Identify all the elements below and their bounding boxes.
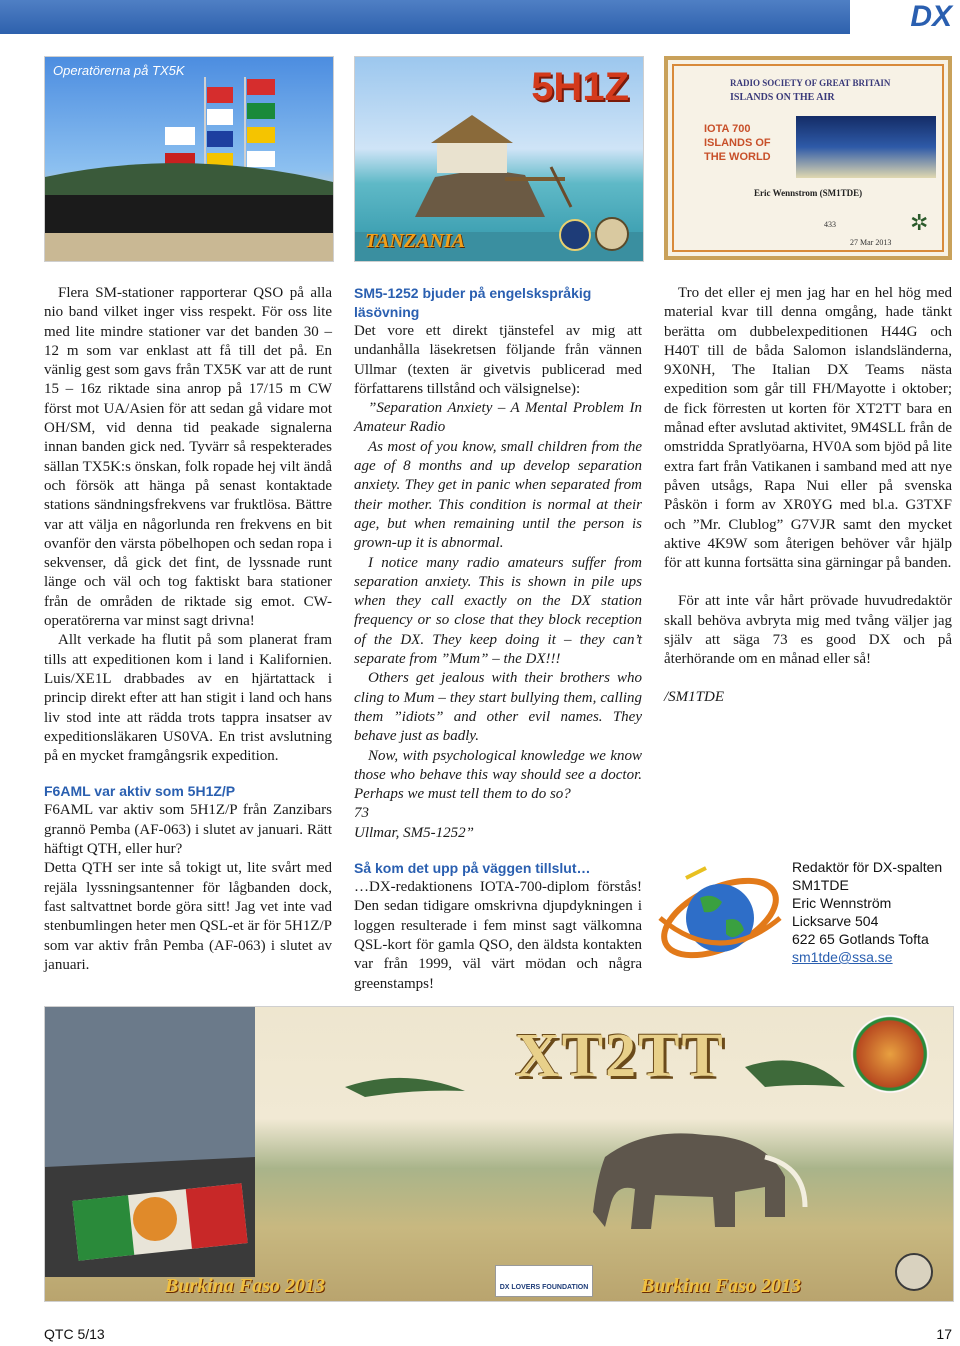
xt2tt-callsign: XT2TT [515, 1022, 725, 1090]
col2-quote-3: Others get jealous with their brothers who cling to Mum – they start bullying them, calling them ”idiots” and other evil names. They behave just as badly. [354, 670, 642, 745]
tx5k-scene-graphic [45, 57, 333, 261]
round-badge-icon [895, 1253, 933, 1291]
col3-paragraph-1: Tro det eller ej men jag har en hel hög med material kvar till denna omgång, hade tänkt berätta om dubbelexpeditionen H44G och H40T till de båda Salomon islandsländerna, 9X0NH, The Italian DX Teams nästa expedition som går till FH/Mayotte i oktober; de fick förresten ut korten för XT2TT bara en månad efter avslutad aktivitet, 9M4SLL från de omstridda Spratlyöarna, HV0A som bjöd på lite extra fart från Vatikanen i samband med att nye påven utsågs, Rapa Nui eller på svenska Påskön i form av XR0YG med bl.a. G3TXF och ”Mr. Clublog” G7VJR samt den mycket aktive 4K9W som återigen behöver vår hjälp för att kunna fortsätta sina gärningar på banden. [664, 285, 952, 572]
photo-5h1z-qsl [354, 56, 644, 262]
badge-logo-icon [595, 217, 629, 251]
iota-logo-icon [559, 219, 591, 251]
col3-signature: /SM1TDE [664, 688, 724, 705]
dxlf-logo-text: DX LOVERS FOUNDATION [499, 1284, 589, 1291]
editor-contact [792, 858, 942, 966]
col1-paragraph-1: Flera SM-stationer rapporterar QSO på alla nio band vilket inger viss respekt. För oss lite med lite mindre stationer var det banden 30 – 12 m som var enklast att få till det på. En vänlig gest som gavs från TX5K var att de runt 15 – 16z riktade sina anrop på 17/15 m CW först mot UA/Asien för att sedan gå vidare mot OH/SM, vid denna tid peakade signalerna innan banden gick ned. Tyvärr så respekterades sällan TX5K:s önskan, folk ropade hej vilt ändå och försök att hänga på senast kontaktade stations sändningsfrekvens var fruktlösa. Bättre var att välja en någorlunda ren frekvens en bit ovanför den värsta pöbelhopen och sedan ropa i sekvenser, då gick det fint, de lyssnade runt länge och väl och tog faktiskt bara stationer från de områden de riktade sig emot. CW-operatörerna var minst sagt drivna! [44, 285, 332, 630]
footer-page-number: 17 [936, 1326, 952, 1342]
col2-quote-title: ”Separation Anxiety – A Mental Problem In Amateur Radio [354, 400, 642, 436]
col1-paragraph-4: Detta QTH ser inte så tokigt ut, lite svårt med rejäla lyssningsantenner för lågbanden dock, fast saltvattnet borde göra sitt! Jag vet inte vad stenbumlingen heter men QSL-et är för 5H1Z/P som var aktiv från Pemba (AF-063) i slutet av januari. [44, 860, 332, 973]
header-strip [0, 0, 850, 34]
photo-xt2tt-qsl [44, 1006, 954, 1302]
xt2tt-banner-left: Burkina Faso 2013 [165, 1275, 326, 1297]
photo-tx5k-operators [44, 56, 334, 262]
col2-heading-wall: Så kom det upp på väggen tillslut… [354, 860, 591, 877]
col1-paragraph-2: Allt verkade ha flutit på som planerat fram tills att expeditionen kom i land i Kalifornien. Luis/XE1L drabbades av en hjärtattack i princip direkt efter att han stigit i land och hans liv stod inte att rädda trots tappra insatser av expeditionsläkaren US0VA. En trist avslutning på en mycket framgångsrik expedition. [44, 632, 332, 765]
editor-name: Eric Wennström [792, 895, 892, 911]
footer-issue: QTC 5/13 [44, 1326, 105, 1342]
editor-email-link[interactable]: sm1tde@ssa.se [792, 949, 893, 965]
photo-caption: Operatörerna på TX5K [53, 63, 185, 78]
col2-quote-4: Now, with psychological knowledge we know those who behave this way should see a doctor. Perhaps we must tell them to do so? [354, 747, 642, 803]
xt2tt-scene-graphic [45, 1007, 953, 1301]
cert-number: 433 [824, 220, 836, 229]
photo-iota-certificate [664, 56, 952, 260]
col2-quote-signature: Ullmar, SM5-1252” [354, 824, 475, 841]
editor-address-2: 622 65 Gotlands Tofta [792, 931, 929, 947]
cert-title-2: ISLANDS ON THE AIR [730, 92, 835, 103]
col1-paragraph-3: F6AML var aktiv som 5H1Z/P från Zanzibars grannö Pemba (AF-063) i slutet av januari. Rätt häftigt QTH, eller hur? [44, 802, 332, 858]
top-bar [0, 0, 960, 34]
column-2 [354, 284, 642, 994]
col2-quote-73: 73 [354, 805, 369, 822]
col1-heading-f6aml: F6AML var aktiv som 5H1Z/P [44, 783, 236, 800]
qsl-callsign: 5H1Z [531, 65, 629, 109]
col2-quote-1: As most of you know, small children from the age of 8 months and up develop separation anxiety. They get in panic when separated from their mother. This condition is normal at their age, but when remaining until the person is grown-up it is abnormal. [354, 438, 642, 552]
column-3 [664, 284, 952, 707]
cert-date: 27 Mar 2013 [850, 238, 892, 247]
cert-globe-image [796, 116, 936, 178]
italian-dx-team-logo-icon [851, 1015, 929, 1093]
editor-address-1: Licksarve 504 [792, 913, 879, 929]
cert-award: IOTA 700 ISLANDS OF THE WORLD [704, 123, 771, 163]
dx-globe-illustration [656, 858, 784, 978]
col2-paragraph-2: …DX-redaktionens IOTA-700-diplom förstås! Den sedan tidigare omskrivna djupdykningen i loggen resulterade i fem minst sagt välkomna QSL-kort för gamla QSO, den äldsta kontakten var från 1999, väl värt mödan och några greenstamps! [354, 879, 642, 992]
globe-icon [656, 858, 784, 978]
section-tag: DX [850, 0, 960, 34]
col2-heading-reading: SM5-1252 bjuder på engelskspråkig läsövning [354, 285, 592, 320]
col2-quote-2: I notice many radio amateurs suffer from separation anxiety. This is shown in pile ups when they call exactly on the DX station frequency or so close that they block reception of the DX. They keep doing it – they can’t separate from ”Mum” – the DX!!! [354, 554, 642, 668]
qsl-country: TANZANIA [365, 230, 466, 252]
dxlf-logo [495, 1265, 593, 1297]
col2-paragraph-1: Det vore ett direkt tjänstefel av mig att undanhålla läsekretsen följande från vännen Ullmar (texten är givetvis publicerad med författarens tillstånd och välsignelse): [354, 323, 642, 397]
editor-callsign: SM1TDE [792, 877, 849, 893]
editor-role: Redaktör för DX-spalten [792, 859, 943, 875]
cert-title-1: RADIO SOCIETY OF GREAT BRITAIN [730, 78, 891, 88]
palm-tree-icon: ✲ [910, 210, 929, 235]
col3-paragraph-2: För att inte vår hårt prövade huvudredaktör skall behöva avbryta mig med tvång väljer jag själv att säga 73 es good DX och på återhörande om en månad eller så! [664, 593, 952, 668]
column-1 [44, 284, 332, 975]
xt2tt-banner-right: Burkina Faso 2013 [641, 1275, 802, 1297]
cert-recipient: Eric Wennstrom (SM1TDE) [754, 188, 863, 198]
